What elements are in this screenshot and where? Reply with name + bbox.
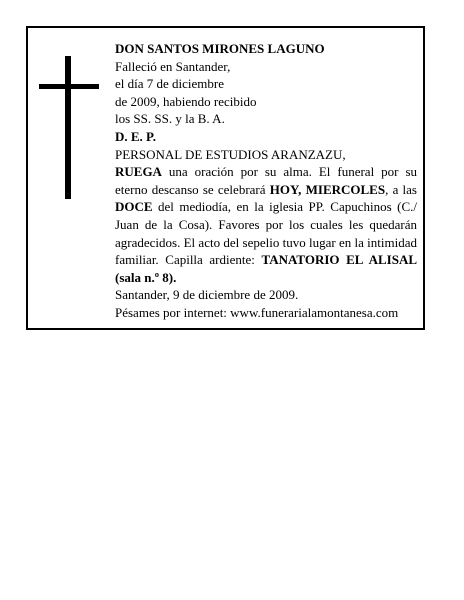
death-line-4: los SS. SS. y la B. A. — [115, 111, 225, 127]
notice-text — [115, 40, 417, 322]
from-line: PERSONAL DE ESTUDIOS ARANZAZU, — [115, 146, 346, 162]
cross-icon — [39, 56, 99, 199]
paragraph-text-3: del mediodía, en la iglesia PP. Capuchinos (C./ Juan de la Cosa). Favores por los cuales les quedarán agradecidos. El acto del sepelio tuvo lugar en la intimidad familiar. Capilla ardiente: — [115, 199, 417, 268]
paragraph-text-2: , a las — [385, 181, 417, 197]
ruega-keyword: RUEGA — [115, 164, 162, 180]
cross-horizontal-bar — [39, 84, 99, 89]
funeral-paragraph — [115, 163, 417, 286]
obituary-notice — [26, 26, 425, 330]
time-keyword: DOCE — [115, 199, 153, 215]
deceased-name: DON SANTOS MIRONES LAGUNO — [115, 41, 325, 56]
death-line-2: el día 7 de diciembre — [115, 76, 225, 92]
cross-vertical-bar — [65, 56, 71, 199]
condolences-line: Pésames por internet: www.funerarialamontanesa.com — [115, 304, 399, 320]
funeral-home-keyword: TANATORIO EL ALISAL (sala n.º 8). — [115, 252, 417, 285]
dep-abbreviation: D. E. P. — [115, 128, 157, 144]
place-date-line: Santander, 9 de diciembre de 2009. — [115, 287, 299, 303]
death-line-1: Falleció en Santander, — [115, 58, 231, 74]
day-keyword: HOY, MIERCOLES — [269, 181, 386, 197]
paragraph-text-1: una oración por su alma. El funeral por su eterno descanso se celebrará — [115, 164, 417, 197]
death-line-3: de 2009, habiendo recibido — [115, 93, 257, 109]
